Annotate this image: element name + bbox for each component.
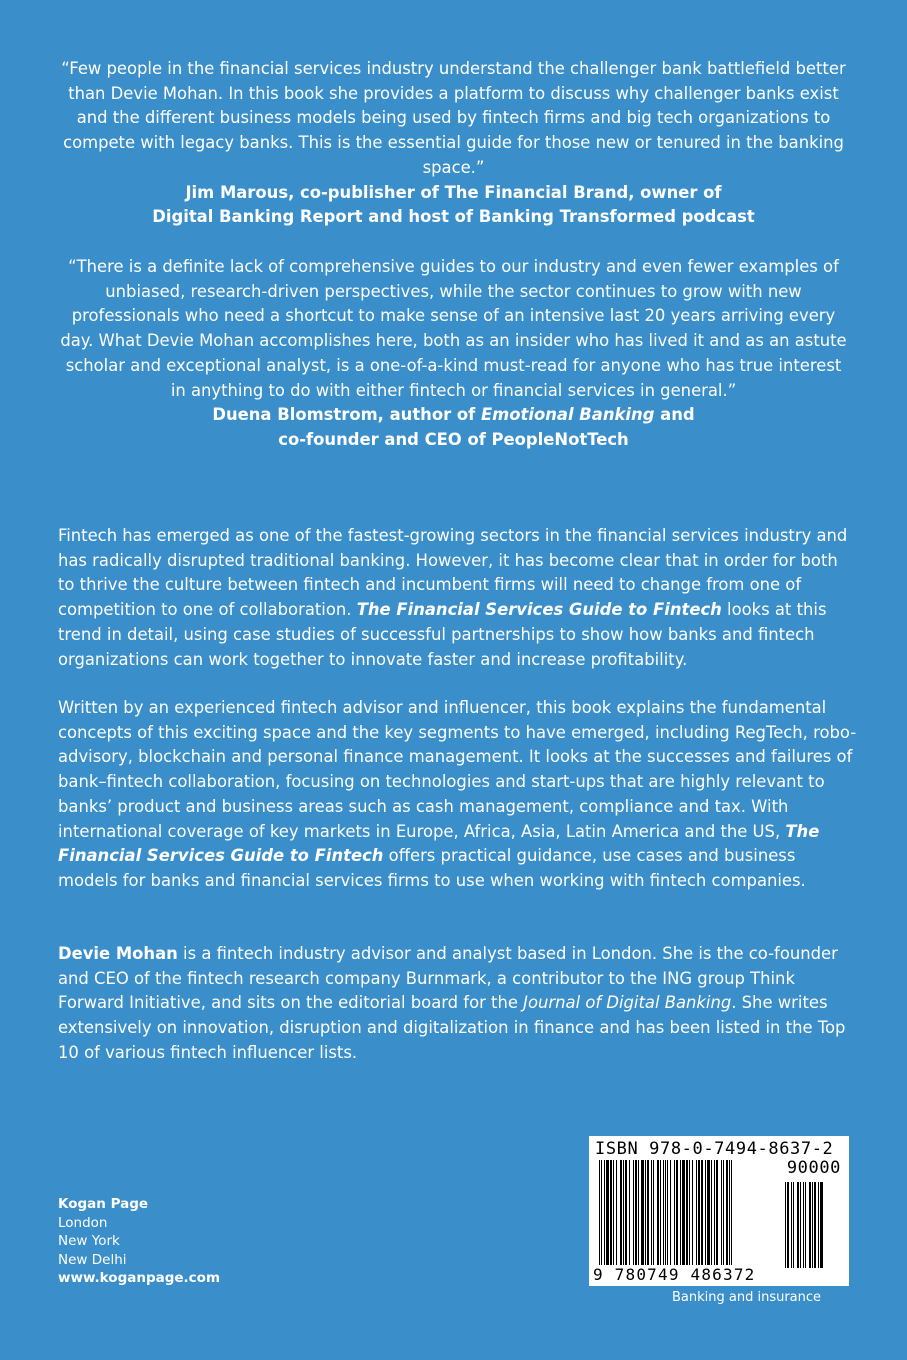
- journal-title: Journal of Digital Banking: [523, 993, 732, 1013]
- author-name: Devie Mohan: [58, 944, 178, 963]
- quote-text: “Few people in the financial services industry understand the challenger bank battlefield better than Devie Mohan. In this book she provides a platform to discuss why challenger banks exist and the different business models being used by fintech firms and big tech organizations to compete with legacy banks. This is the essential guide for those new or tenured in the banking space.”: [61, 59, 846, 177]
- barcode-bar: [653, 1160, 654, 1268]
- barcode-bar: [791, 1182, 792, 1268]
- barcode-bar: [689, 1160, 690, 1268]
- barcode-bar: [604, 1160, 605, 1268]
- book-category: Banking and insurance: [672, 1290, 822, 1305]
- barcode-digits: 9 780749 486372: [593, 1265, 756, 1284]
- publisher-website: www.koganpage.com: [58, 1270, 221, 1286]
- barcode-bar: [787, 1182, 789, 1268]
- quote-attribution: Duena Blomstrom, author of Emotional Banking and co-founder and CEO of PeopleNotTech: [212, 405, 695, 449]
- quote-attribution: Jim Marous, co-publisher of The Financial Brand, owner of Digital Banking Report and host of Banking Transformed podcast: [152, 182, 755, 227]
- barcode-bar: [620, 1160, 622, 1268]
- barcode-bar: [701, 1160, 703, 1268]
- barcode-bar: [641, 1160, 644, 1268]
- barcode-bar: [692, 1160, 693, 1268]
- barcode-bar: [625, 1160, 627, 1268]
- barcode-bar: [645, 1160, 646, 1268]
- barcode-bar: [820, 1182, 823, 1268]
- barcode-bar: [716, 1160, 718, 1268]
- endorsement-quote-2: [60, 255, 847, 453]
- barcode-bar: [676, 1160, 678, 1268]
- barcode-bar: [635, 1160, 637, 1268]
- barcode-bar: [638, 1160, 639, 1268]
- isbn-number: ISBN 978-0-7494-8637-2: [595, 1139, 834, 1159]
- barcode-bar: [726, 1160, 728, 1268]
- barcode-bar: [667, 1160, 668, 1268]
- barcode-bar: [800, 1182, 801, 1268]
- barcode-bar: [714, 1160, 715, 1268]
- barcode-bar: [660, 1160, 661, 1268]
- description-paragraph-1: Fintech has emerged as one of the fastest-growing sectors in the financial services industry and has radically disrupted traditional banking. However, it has become clear that in order for both to thrive the culture between fintech and incumbent firms will need to change from one of competition to one of collaboration. The Financial Services Guide to Fintech looks at this trend in detail, using case studies of successful partnerships to show how banks and fintech organizations can work together to innovate faster and increase profitability.: [58, 526, 848, 669]
- barcode-bar: [616, 1160, 617, 1268]
- price-addon: 90000: [786, 1158, 841, 1178]
- addon-barcode-bars: [785, 1182, 841, 1270]
- description-paragraph-2: Written by an experienced fintech advisor and influencer, this book explains the fundamental concepts of this exciting space and the key segments to have emerged, including RegTech, robo-advisory, blockchain and personal finance management. It looks at the successes and failures of bank–fintech collaboration, focusing on technologies and start-ups that are highly relevant to banks’ product and business areas such as cash management, compliance and tax. With international coverage of key markets in Europe, Africa, Asia, Latin America and the US, The Financial Services Guide to Fintech offers practical guidance, use cases and business models for banks and financial services firms to use when working with fintech companies.: [58, 698, 857, 890]
- barcode-bar: [818, 1182, 819, 1268]
- barcode-bar: [601, 1160, 602, 1268]
- barcode-bar: [698, 1160, 700, 1268]
- publisher-block: [58, 1195, 220, 1288]
- barcode-bar: [805, 1182, 806, 1268]
- barcode-bar: [682, 1160, 685, 1268]
- barcode-bar: [647, 1160, 649, 1268]
- barcode-bar: [797, 1182, 799, 1268]
- barcode-bar: [721, 1160, 722, 1268]
- barcode-bar: [651, 1160, 652, 1268]
- book-title: The Financial Services Guide to Fintech: [356, 600, 722, 620]
- barcode-bar: [785, 1182, 786, 1268]
- barcode-bar: [663, 1160, 664, 1268]
- barcode-bars: [599, 1160, 779, 1270]
- barcode-bar: [711, 1160, 712, 1268]
- barcode-bar: [814, 1182, 816, 1268]
- barcode-bar: [674, 1160, 675, 1268]
- book-title: The Financial Services Guide to Fintech: [58, 821, 820, 866]
- barcode-bar: [633, 1160, 634, 1268]
- barcode-bar: [623, 1160, 624, 1268]
- barcode-bar: [812, 1182, 813, 1268]
- book-title-emotional-banking: Emotional Banking: [480, 405, 655, 425]
- publisher-city: New York: [58, 1233, 120, 1249]
- barcode-bar: [705, 1160, 706, 1268]
- isbn-barcode: [589, 1136, 849, 1286]
- publisher-city: London: [58, 1214, 108, 1231]
- publisher-name: Kogan Page: [58, 1196, 149, 1212]
- endorsement-quote-1: [60, 57, 847, 230]
- barcode-bar: [803, 1182, 804, 1268]
- barcode-bar: [731, 1160, 732, 1268]
- barcode-bar: [629, 1160, 630, 1268]
- barcode-bar: [729, 1160, 730, 1268]
- barcode-bar: [686, 1160, 688, 1268]
- barcode-bar: [665, 1160, 666, 1268]
- quote-text: “There is a definite lack of comprehensive guides to our industry and even fewer examples of unbiased, research-driven perspectives, while the sector continues to grow with new professionals who need a shortcut to make sense of an intensive last 20 years arriving every day. What Devie Mohan accomplishes here, both as an insider who has lived it and as an astute scholar and exceptional analyst, is a one-of-a-kind must-read for anyone who has true interest in anything to do with either fintech or financial services in general.”: [60, 257, 847, 400]
- barcode-bar: [793, 1182, 794, 1268]
- barcode-bar: [599, 1160, 600, 1268]
- barcode-bar: [809, 1182, 811, 1268]
- barcode-bar: [723, 1160, 724, 1268]
- barcode-bar: [707, 1160, 710, 1268]
- publisher-city: New Delhi: [58, 1251, 127, 1268]
- barcode-bar: [610, 1160, 612, 1268]
- barcode-bar: [696, 1160, 697, 1268]
- barcode-bar: [606, 1160, 609, 1268]
- barcode-bar: [657, 1160, 659, 1268]
- barcode-bar: [680, 1160, 681, 1268]
- barcode-bar: [613, 1160, 614, 1268]
- barcode-bar: [670, 1160, 671, 1268]
- author-bio: Devie Mohan is a fintech industry advisor and analyst based in London. She is the co-founder and CEO of the fintech research company Burnmark, a contributor to the ING group Think Forward Initiative, and sits on the editorial board for the Journal of Digital Banking. She writes extensively on innovation, disruption and digitalization in finance and has been listed in the Top 10 of various fintech influencer lists.: [58, 944, 846, 1062]
